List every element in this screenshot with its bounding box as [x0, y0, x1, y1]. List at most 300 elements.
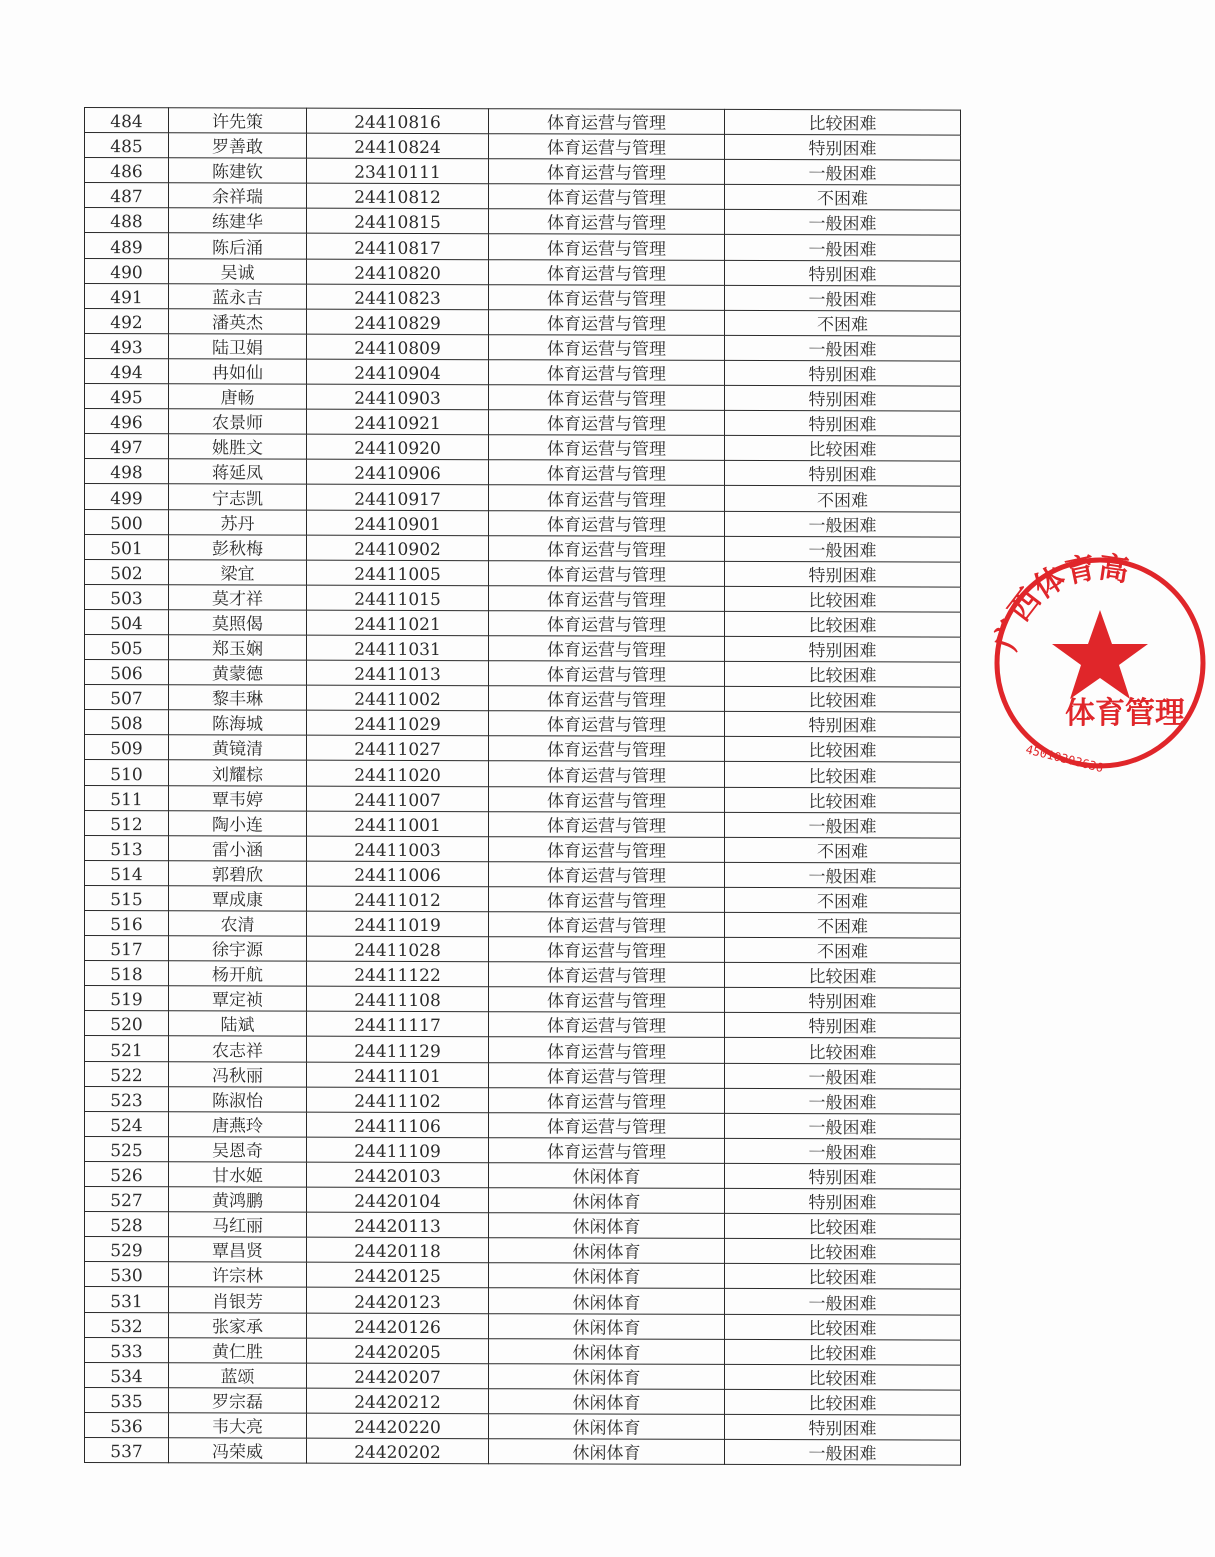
difficulty-level: 特别困难 [725, 1013, 961, 1039]
row-number: 492 [85, 308, 169, 333]
difficulty-level: 比较困难 [725, 737, 961, 763]
row-number: 534 [85, 1362, 169, 1387]
major: 体育运营与管理 [489, 485, 725, 511]
difficulty-level: 比较困难 [725, 963, 961, 989]
student-name: 姚胜文 [169, 434, 307, 460]
row-number: 494 [85, 358, 169, 383]
student-id: 24420123 [307, 1288, 489, 1314]
row-number: 484 [85, 108, 169, 133]
student-id: 24410902 [307, 535, 489, 561]
difficulty-level: 比较困难 [725, 586, 961, 612]
difficulty-level: 一般困难 [725, 160, 961, 186]
difficulty-level: 一般困难 [725, 511, 961, 537]
student-name: 雷小涵 [169, 835, 307, 861]
student-name: 徐宇源 [169, 936, 307, 962]
student-name: 潘英杰 [169, 309, 307, 335]
difficulty-level: 特别困难 [725, 1163, 961, 1189]
roster-body [85, 108, 961, 1466]
student-id: 24410812 [307, 183, 489, 209]
major: 体育运营与管理 [489, 410, 725, 436]
student-name: 黄镜清 [169, 735, 307, 761]
student-name: 农志祥 [169, 1036, 307, 1062]
major: 体育运营与管理 [489, 585, 725, 611]
student-id: 24411129 [307, 1037, 489, 1063]
row-number: 493 [85, 333, 169, 358]
student-name: 杨开航 [169, 961, 307, 987]
student-name: 冯荣威 [169, 1438, 307, 1464]
student-id: 24411102 [307, 1087, 489, 1113]
row-number: 513 [85, 835, 169, 860]
student-name: 覃韦婷 [169, 785, 307, 811]
table-row [85, 1061, 961, 1089]
major: 体育运营与管理 [489, 385, 725, 411]
row-number: 533 [85, 1337, 169, 1362]
row-number: 501 [85, 534, 169, 559]
student-name: 吴诚 [169, 258, 307, 284]
difficulty-level: 比较困难 [725, 1038, 961, 1064]
table-row [85, 258, 961, 286]
major: 体育运营与管理 [489, 259, 725, 285]
difficulty-level: 一般困难 [725, 285, 961, 311]
row-number: 488 [85, 208, 169, 233]
difficulty-level: 不困难 [725, 486, 961, 512]
student-name: 肖银芳 [169, 1287, 307, 1313]
difficulty-level: 不困难 [725, 185, 961, 211]
table-row [85, 208, 961, 236]
table-row [85, 860, 961, 888]
student-name: 莫才祥 [169, 585, 307, 611]
student-name: 莫照偈 [169, 610, 307, 636]
difficulty-level: 比较困难 [725, 611, 961, 637]
student-id: 24411001 [307, 811, 489, 837]
major: 体育运营与管理 [489, 309, 725, 335]
major: 休闲体育 [489, 1288, 725, 1314]
difficulty-level: 不困难 [725, 837, 961, 863]
table-row [85, 810, 961, 838]
table-row [85, 1437, 961, 1465]
row-number: 502 [85, 559, 169, 584]
major: 体育运营与管理 [489, 811, 725, 837]
table-row [85, 835, 961, 863]
student-id: 24410901 [307, 510, 489, 536]
difficulty-level: 比较困难 [725, 1389, 961, 1415]
row-number: 503 [85, 584, 169, 609]
table-row [85, 936, 961, 964]
student-id: 24410809 [307, 334, 489, 360]
major: 体育运营与管理 [489, 560, 725, 586]
seal-number: 45010303636 [1024, 742, 1105, 776]
student-id: 24420125 [307, 1262, 489, 1288]
table-row [85, 133, 961, 161]
student-id: 24420126 [307, 1313, 489, 1339]
row-number: 510 [85, 760, 169, 785]
difficulty-level: 一般困难 [725, 1439, 961, 1465]
student-name: 甘水姬 [169, 1162, 307, 1188]
table-row [85, 885, 961, 913]
major: 体育运营与管理 [489, 912, 725, 938]
major: 体育运营与管理 [489, 711, 725, 737]
student-id: 24420220 [307, 1413, 489, 1439]
table-row [85, 1136, 961, 1164]
row-number: 518 [85, 961, 169, 986]
table-row [85, 1262, 961, 1290]
student-name: 黎丰琳 [169, 685, 307, 711]
table-row [85, 183, 961, 211]
difficulty-level: 特别困难 [725, 134, 961, 160]
difficulty-level: 一般困难 [725, 335, 961, 361]
student-name: 陶小连 [169, 810, 307, 836]
major: 休闲体育 [489, 1388, 725, 1414]
row-number: 521 [85, 1036, 169, 1061]
table-row [85, 961, 961, 989]
difficulty-level: 不困难 [725, 887, 961, 913]
major: 体育运营与管理 [489, 661, 725, 687]
major: 体育运营与管理 [489, 937, 725, 963]
table-row [85, 1212, 961, 1240]
student-name: 宁志凯 [169, 484, 307, 510]
student-id: 24410824 [307, 133, 489, 159]
row-number: 532 [85, 1312, 169, 1337]
row-number: 537 [85, 1437, 169, 1462]
major: 体育运营与管理 [489, 636, 725, 662]
major: 体育运营与管理 [489, 209, 725, 235]
table-row [85, 1312, 961, 1340]
student-id: 24420212 [307, 1388, 489, 1414]
student-id: 24411019 [307, 911, 489, 937]
major: 休闲体育 [489, 1439, 725, 1465]
difficulty-level: 比较困难 [725, 1339, 961, 1365]
row-number: 520 [85, 1011, 169, 1036]
student-id: 24420118 [307, 1237, 489, 1263]
row-number: 505 [85, 634, 169, 659]
difficulty-level: 一般困难 [725, 536, 961, 562]
row-number: 504 [85, 609, 169, 634]
table-row [85, 1161, 961, 1189]
row-number: 491 [85, 283, 169, 308]
student-id: 24420104 [307, 1187, 489, 1213]
table-row [85, 559, 961, 587]
difficulty-level: 比较困难 [725, 1264, 961, 1290]
table-row [85, 986, 961, 1014]
student-name: 郑玉娴 [169, 635, 307, 661]
student-name: 黄蒙德 [169, 660, 307, 686]
difficulty-level: 比较困难 [725, 1239, 961, 1265]
major: 体育运营与管理 [489, 786, 725, 812]
student-name: 罗善敢 [169, 133, 307, 159]
student-id: 24411007 [307, 786, 489, 812]
student-id: 24420202 [307, 1438, 489, 1464]
row-number: 530 [85, 1262, 169, 1287]
row-number: 508 [85, 710, 169, 735]
difficulty-level: 比较困难 [725, 687, 961, 713]
row-number: 516 [85, 911, 169, 936]
table-row [85, 911, 961, 939]
row-number: 507 [85, 685, 169, 710]
student-id: 24410829 [307, 309, 489, 335]
student-roster-table [84, 107, 961, 1466]
difficulty-level: 一般困难 [725, 1113, 961, 1139]
student-id: 24420103 [307, 1162, 489, 1188]
student-id: 24411005 [307, 560, 489, 586]
table-row [85, 233, 961, 261]
row-number: 506 [85, 660, 169, 685]
difficulty-level: 特别困难 [725, 561, 961, 587]
row-number: 523 [85, 1086, 169, 1111]
student-id: 24411021 [307, 610, 489, 636]
student-id: 24410906 [307, 459, 489, 485]
difficulty-level: 特别困难 [725, 1188, 961, 1214]
difficulty-level: 不困难 [725, 310, 961, 336]
major: 休闲体育 [489, 1163, 725, 1189]
student-id: 24411020 [307, 761, 489, 787]
student-id: 23410111 [307, 158, 489, 184]
table-row [85, 308, 961, 336]
student-name: 陈建钦 [169, 158, 307, 184]
major: 体育运营与管理 [489, 1062, 725, 1088]
row-number: 529 [85, 1237, 169, 1262]
student-id: 24411101 [307, 1062, 489, 1088]
student-id: 24411013 [307, 660, 489, 686]
major: 体育运营与管理 [489, 360, 725, 386]
difficulty-level: 特别困难 [725, 385, 961, 411]
table-row [85, 534, 961, 562]
row-number: 526 [85, 1161, 169, 1186]
student-id: 24411029 [307, 710, 489, 736]
student-id: 24411012 [307, 886, 489, 912]
difficulty-level: 特别困难 [725, 1414, 961, 1440]
row-number: 500 [85, 509, 169, 534]
major: 体育运营与管理 [489, 134, 725, 160]
difficulty-level: 不困难 [725, 937, 961, 963]
row-number: 511 [85, 785, 169, 810]
student-name: 黄仁胜 [169, 1337, 307, 1363]
student-name: 农清 [169, 911, 307, 937]
major: 休闲体育 [489, 1313, 725, 1339]
student-name: 唐燕玲 [169, 1112, 307, 1138]
difficulty-level: 比较困难 [725, 787, 961, 813]
row-number: 515 [85, 885, 169, 910]
row-number: 485 [85, 133, 169, 158]
difficulty-level: 特别困难 [725, 712, 961, 738]
student-id: 24420113 [307, 1212, 489, 1238]
student-id: 24411003 [307, 836, 489, 862]
difficulty-level: 不困难 [725, 912, 961, 938]
major: 体育运营与管理 [489, 184, 725, 210]
student-id: 24410816 [307, 108, 489, 134]
difficulty-level: 特别困难 [725, 988, 961, 1014]
table-row [85, 1086, 961, 1114]
difficulty-level: 比较困难 [725, 762, 961, 788]
major: 体育运营与管理 [489, 234, 725, 260]
major: 休闲体育 [489, 1338, 725, 1364]
major: 体育运营与管理 [489, 836, 725, 862]
major: 体育运营与管理 [489, 109, 725, 135]
row-number: 535 [85, 1387, 169, 1412]
major: 休闲体育 [489, 1414, 725, 1440]
difficulty-level: 比较困难 [725, 1214, 961, 1240]
row-number: 496 [85, 409, 169, 434]
major: 体育运营与管理 [489, 736, 725, 762]
student-name: 马红丽 [169, 1212, 307, 1238]
table-row [85, 384, 961, 412]
student-id: 24411002 [307, 685, 489, 711]
student-name: 唐畅 [169, 384, 307, 410]
table-row [85, 584, 961, 612]
difficulty-level: 一般困难 [725, 862, 961, 888]
student-name: 蓝颂 [169, 1362, 307, 1388]
row-number: 495 [85, 384, 169, 409]
student-name: 陈海城 [169, 710, 307, 736]
table-row [85, 459, 961, 487]
table-row [85, 1237, 961, 1265]
major: 体育运营与管理 [489, 1112, 725, 1138]
table-row [85, 710, 961, 738]
student-name: 冉如仙 [169, 359, 307, 385]
table-row [85, 434, 961, 462]
table-row [85, 1387, 961, 1415]
student-id: 24410903 [307, 384, 489, 410]
student-name: 陆卫娟 [169, 334, 307, 360]
row-number: 536 [85, 1412, 169, 1437]
student-name: 覃定祯 [169, 986, 307, 1012]
student-name: 彭秋梅 [169, 534, 307, 560]
table-row [85, 158, 961, 186]
table-row [85, 409, 961, 437]
student-name: 陆斌 [169, 1011, 307, 1037]
student-id: 24420207 [307, 1363, 489, 1389]
table-row [85, 108, 961, 136]
difficulty-level: 一般困难 [725, 210, 961, 236]
row-number: 486 [85, 158, 169, 183]
row-number: 498 [85, 459, 169, 484]
major: 体育运营与管理 [489, 435, 725, 461]
difficulty-level: 特别困难 [725, 636, 961, 662]
major: 体育运营与管理 [489, 159, 725, 185]
student-id: 24410820 [307, 259, 489, 285]
student-name: 练建华 [169, 208, 307, 234]
student-id: 24410920 [307, 434, 489, 460]
major: 体育运营与管理 [489, 862, 725, 888]
major: 体育运营与管理 [489, 611, 725, 637]
difficulty-level: 比较困难 [725, 1314, 961, 1340]
row-number: 522 [85, 1061, 169, 1086]
student-name: 覃昌贤 [169, 1237, 307, 1263]
major: 体育运营与管理 [489, 686, 725, 712]
row-number: 525 [85, 1136, 169, 1161]
row-number: 517 [85, 936, 169, 961]
major: 体育运营与管理 [489, 761, 725, 787]
difficulty-level: 一般困难 [725, 1138, 961, 1164]
table-row [85, 1111, 961, 1139]
major: 休闲体育 [489, 1188, 725, 1214]
difficulty-level: 特别困难 [725, 260, 961, 286]
difficulty-level: 比较困难 [725, 109, 961, 135]
student-name: 余祥瑞 [169, 183, 307, 209]
major: 休闲体育 [489, 1213, 725, 1239]
row-number: 527 [85, 1187, 169, 1212]
student-name: 黄鸿鹏 [169, 1187, 307, 1213]
student-name: 许宗林 [169, 1262, 307, 1288]
major: 体育运营与管理 [489, 535, 725, 561]
student-name: 蒋延凤 [169, 459, 307, 485]
student-name: 覃成康 [169, 886, 307, 912]
table-row [85, 760, 961, 788]
difficulty-level: 一般困难 [725, 235, 961, 261]
star-icon [1052, 610, 1148, 699]
major: 体育运营与管理 [489, 460, 725, 486]
student-name: 张家承 [169, 1312, 307, 1338]
major: 体育运营与管理 [489, 887, 725, 913]
table-row [85, 283, 961, 311]
student-name: 许先策 [169, 108, 307, 134]
major: 体育运营与管理 [489, 1012, 725, 1038]
major: 休闲体育 [489, 1263, 725, 1289]
student-id: 24411031 [307, 635, 489, 661]
row-number: 499 [85, 484, 169, 509]
student-id: 24411015 [307, 585, 489, 611]
student-id: 24410904 [307, 359, 489, 385]
student-id: 24410815 [307, 209, 489, 235]
table-row [85, 1011, 961, 1039]
major: 体育运营与管理 [489, 335, 725, 361]
student-id: 24411106 [307, 1112, 489, 1138]
difficulty-level: 比较困难 [725, 661, 961, 687]
table-row [85, 660, 961, 688]
difficulty-level: 比较困难 [725, 436, 961, 462]
student-name: 吴恩奇 [169, 1137, 307, 1163]
table-row [85, 1337, 961, 1365]
student-name: 刘耀棕 [169, 760, 307, 786]
student-name: 罗宗磊 [169, 1388, 307, 1414]
major: 体育运营与管理 [489, 1087, 725, 1113]
seal-text-top: 广西体育高 [988, 550, 1131, 655]
table-row [85, 509, 961, 537]
student-name: 蓝永吉 [169, 283, 307, 309]
difficulty-level: 特别困难 [725, 360, 961, 386]
row-number: 512 [85, 810, 169, 835]
major: 体育运营与管理 [489, 962, 725, 988]
row-number: 497 [85, 434, 169, 459]
student-id: 24410917 [307, 485, 489, 511]
table-row [85, 634, 961, 662]
table-row [85, 685, 961, 713]
student-id: 24410823 [307, 284, 489, 310]
row-number: 531 [85, 1287, 169, 1312]
student-id: 24411117 [307, 1012, 489, 1038]
student-id: 24410921 [307, 409, 489, 435]
difficulty-level: 一般困难 [725, 812, 961, 838]
row-number: 487 [85, 183, 169, 208]
difficulty-level: 特别困难 [725, 411, 961, 437]
student-name: 陈淑怡 [169, 1086, 307, 1112]
student-name: 冯秋丽 [169, 1061, 307, 1087]
official-seal [985, 548, 1215, 778]
difficulty-level: 一般困难 [725, 1088, 961, 1114]
table-row [85, 484, 961, 512]
student-id: 24411028 [307, 936, 489, 962]
student-id: 24411122 [307, 961, 489, 987]
row-number: 528 [85, 1212, 169, 1237]
table-row [85, 333, 961, 361]
student-name: 梁宜 [169, 559, 307, 585]
table-row [85, 1036, 961, 1064]
row-number: 524 [85, 1111, 169, 1136]
major: 体育运营与管理 [489, 987, 725, 1013]
table-row [85, 785, 961, 813]
table-row [85, 735, 961, 763]
student-name: 郭碧欣 [169, 861, 307, 887]
student-name: 苏丹 [169, 509, 307, 535]
